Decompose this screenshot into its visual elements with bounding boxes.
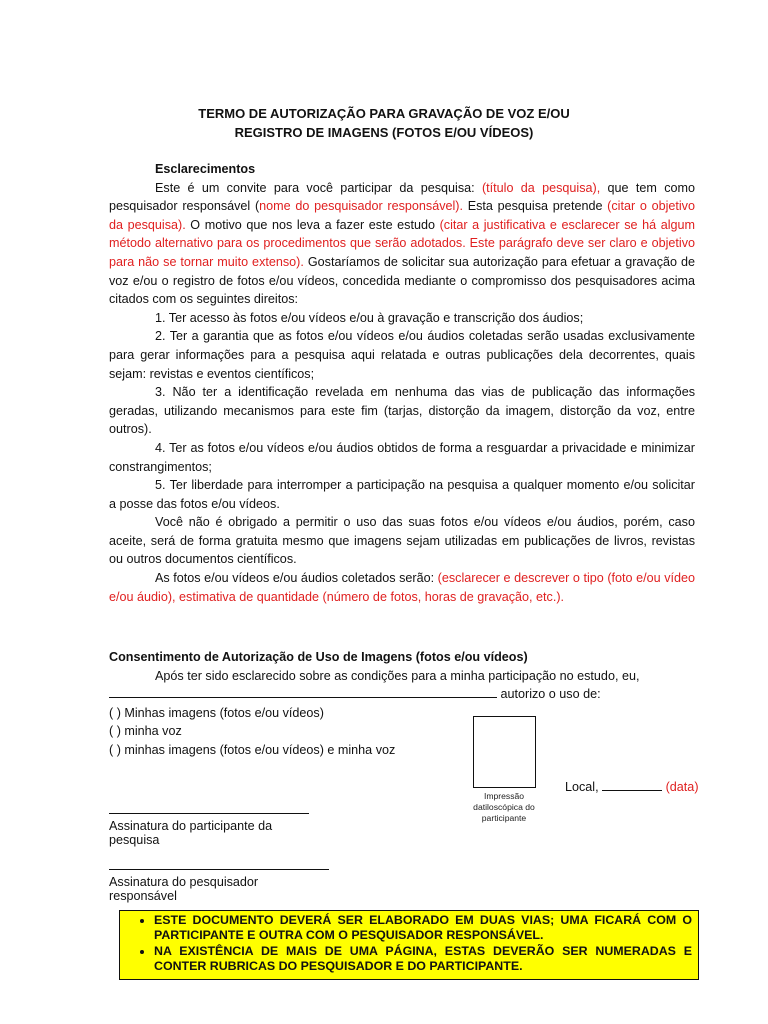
fingerprint-label: Impressão datiloscópica do participante [473,791,535,823]
local-date-field: Local, (data) [565,780,699,794]
notice-box [119,910,699,980]
title-line-2: REGISTRO DE IMAGENS (FOTOS E/OU VÍDEOS) [234,125,534,140]
consent-option[interactable]: ( ) minhas imagens (fotos e/ou vídeos) e minha voz [109,742,396,757]
date-placeholder: (data) [665,780,699,794]
researcher-signature-label: Assinatura do pesquisador responsável [109,875,259,903]
collected-media-paragraph: As fotos e/ou vídeos e/ou áudios coletados serão: (esclarecer e descrever o tipo (foto e/ou vídeo e/ou áudio), estimativa de quantidade (número de fotos, horas de gravação, etc.). [109,571,695,604]
researcher-signature-line[interactable] [109,868,329,870]
consent-option[interactable]: ( ) minha voz [109,724,182,739]
right-item: 4. Ter as fotos e/ou vídeos e/ou áudios obtidos de forma a resguardar a privacidade e minimizar constrangimentos; [109,440,695,474]
clarifications-heading: Esclarecimentos [155,162,256,176]
consent-section [109,648,695,760]
notice-item: • ESTE DOCUMENTO DEVERÁ SER ELABORADO EM DUAS VIAS; UMA FICARÁ COM O PARTICIPANTE E OUTRA COM O PESQUISADOR RESPONSÁVEL. [154,913,692,944]
right-item: 2. Ter a garantia que as fotos e/ou vídeos e/ou áudios coletadas serão usadas exclusivamente para gerar informações para a pesquisa aqui relatada e outras publicações dela decorrentes, quais sejam: revistas e eventos científicos; [109,329,695,381]
consent-heading: Consentimento de Autorização de Uso de Imagens (fotos e/ou vídeos) [109,650,528,664]
right-item: 1. Ter acesso às fotos e/ou vídeos e/ou à gravação e transcrição dos áudios; [155,310,584,325]
name-line-row: autorizo o uso de: [109,685,695,704]
document-title [0,104,768,142]
right-item: 3. Não ter a identificação revelada em nenhuma das vias de publicação das informações geradas, utilizando mecanismos para este fim (tarjas, distorção da imagem, distorção da voz, entre outros). [109,385,695,437]
researcher-signature [109,856,329,903]
consent-intro: Após ter sido esclarecido sobre as condições para a minha participação no estudo, eu, [155,668,640,683]
participant-name-field[interactable] [109,685,497,698]
invitation-paragraph: Este é um convite para você participar da pesquisa: (título da pesquisa), que tem como pesquisador responsável (nome do pesquisador responsável). Esta pesquisa pretende (citar o objetivo da pesquisa). O motivo que nos leva a fazer este estudo (citar a justificativa e esclarecer se há algum método alternativo para os procedimentos que serão adotados. Este parágrafo deve ser claro e objetivo para não se tornar muito extenso). Gostaríamos de solicitar sua autorização para efetuar a gravação de voz e/ou o registro de fotos e/ou vídeos, concedida mediante o compromisso dos pesquisadores acima citados com os seguintes direitos: [109,180,696,307]
right-item: 5. Ter liberdade para interromper a participação na pesquisa a qualquer momento e/ou solicitar a posse das fotos e/ou vídeos. [109,478,695,511]
participant-signature-line[interactable] [109,812,309,814]
title-line-1: TERMO DE AUTORIZAÇÃO PARA GRAVAÇÃO DE VOZ E/OU [198,106,570,121]
notice-item: • NA EXISTÊNCIA DE MAIS DE UMA PÁGINA, ESTAS DEVERÃO SER NUMERADAS E CONTER RUBRICAS DO PESQUISADOR E DO PARTICIPANTE. [154,944,692,975]
free-use-paragraph: Você não é obrigado a permitir o uso das suas fotos e/ou vídeos e/ou áudios, porém, caso aceite, será de forma gratuita mesmo que imagens sejam utilizadas em publicações de livros, revistas ou outros documentos científicos. [109,515,695,567]
consent-option[interactable]: ( ) Minhas imagens (fotos e/ou vídeos) [109,705,324,720]
participant-signature-label: Assinatura do participante da pesquisa [109,819,273,847]
participant-signature [109,800,309,847]
fingerprint-box[interactable] [473,716,536,788]
clarifications-section [109,160,695,606]
local-date-blank[interactable] [602,779,662,791]
